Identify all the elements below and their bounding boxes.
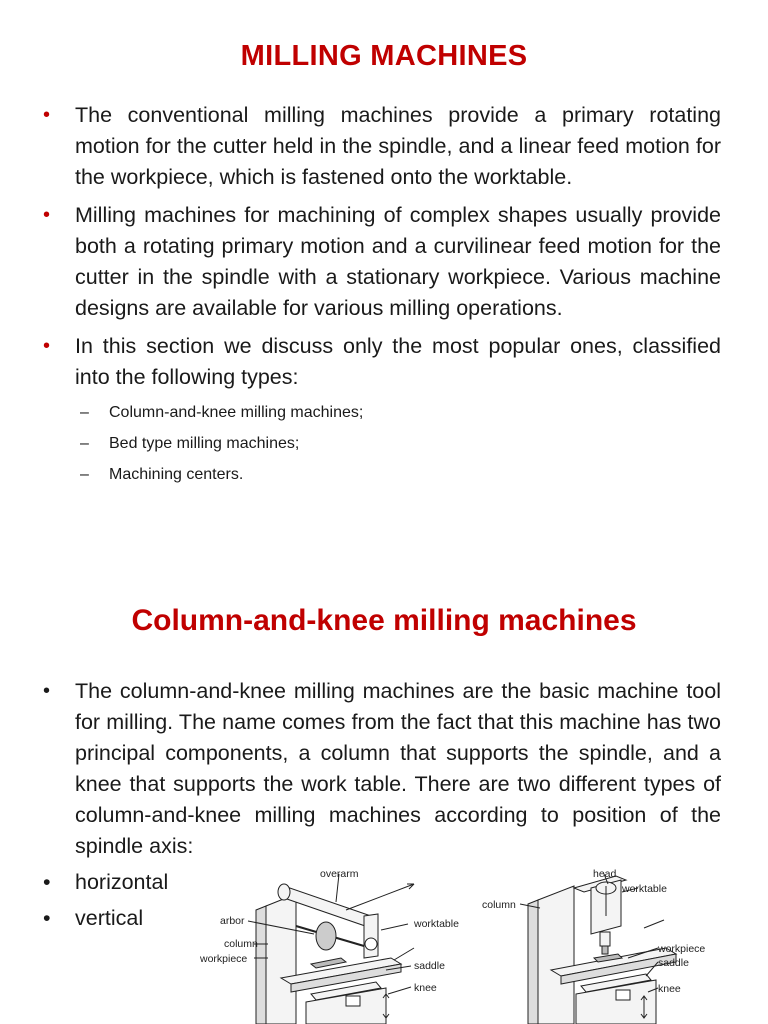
sub-bullet-text: Machining centers. <box>109 466 244 483</box>
bullet-dot-icon: • <box>43 870 51 894</box>
bullet-dot-icon: • <box>43 104 51 126</box>
dash-icon: – <box>80 404 89 421</box>
label-head: head <box>593 868 617 881</box>
bullet-text: vertical <box>75 906 144 930</box>
bullet-text: In this section we discuss only the most popular ones, classified into the following types: <box>75 334 721 389</box>
vertical-milling-machine-figure <box>476 866 726 1024</box>
horizontal-milling-machine-figure <box>196 866 459 1024</box>
bullet-dot-icon: • <box>43 680 51 702</box>
bullet-item <box>0 331 721 393</box>
slide-title: MILLING MACHINES <box>240 40 528 72</box>
sub-bullet-item <box>0 428 721 459</box>
cutter-shape <box>602 946 608 954</box>
bullet-list <box>0 100 721 490</box>
dash-icon: – <box>80 466 89 483</box>
arbor-support-hole <box>365 938 377 950</box>
label-knee: knee <box>414 982 437 994</box>
bullet-text: horizontal <box>75 870 169 894</box>
arbor-support-shape <box>364 914 378 958</box>
bullet-dot-icon: • <box>43 906 51 930</box>
label-saddle: saddle <box>414 960 445 972</box>
slide-column-and-knee <box>0 580 768 1024</box>
cutter-shape <box>316 922 336 950</box>
label-column: column <box>482 899 516 911</box>
slide-title: Column-and-knee milling machines <box>131 604 637 637</box>
bullet-item <box>0 200 721 324</box>
label-worktable: worktable <box>622 883 667 895</box>
bullet-text: The column-and-knee milling machines are the basic machine tool for milling. The name comes from the fact that this machine has two principal components, a column that supports the spindle, and a knee that supports the work table. There are two different types of column-and-knee milling machines according to position of the spindle axis: <box>75 679 721 858</box>
label-column: column <box>224 938 258 950</box>
feed-arrow-top <box>346 884 414 910</box>
overarm-end-shape <box>278 884 290 900</box>
table-feed-arrow <box>394 948 414 960</box>
column-shape <box>538 886 574 1024</box>
label-worktable: worktable <box>414 918 459 930</box>
knee-leader-line <box>388 987 411 994</box>
column-side-shape <box>528 900 538 1024</box>
bullet-dot-icon: • <box>43 204 51 226</box>
sub-bullet-text: Column-and-knee milling machines; <box>109 404 364 421</box>
dash-icon: – <box>80 435 89 452</box>
bullet-item <box>0 100 721 193</box>
sub-bullet-item <box>0 459 721 490</box>
bullet-text: The conventional milling machines provide a primary rotating motion for the cutter held in the spindle, and a linear feed motion for the workpiece, which is fastened onto the worktable. <box>75 103 721 189</box>
bullet-item <box>0 676 721 862</box>
label-workpiece: workpiece <box>658 943 706 955</box>
label-overarm: overarm <box>320 868 359 881</box>
spindle-shape <box>600 932 610 946</box>
bullet-dot-icon: • <box>43 335 51 357</box>
bullet-text: Milling machines for machining of complex shapes usually provide both a rotating primary motion and a curvilinear feed motion for the cutter in the spindle with a stationary workpiece. Various machine designs are available for various milling operations. <box>75 203 721 320</box>
knee-handle-shape <box>346 996 360 1006</box>
table-feed-arrow <box>644 920 664 928</box>
knee-handle-shape <box>616 990 630 1000</box>
label-arbor: arbor <box>220 915 245 927</box>
sub-bullet-text: Bed type milling machines; <box>109 435 300 452</box>
label-workpiece: workpiece <box>200 953 248 965</box>
workpiece-shape <box>311 958 346 968</box>
worktable-leader-line <box>381 924 408 930</box>
sub-bullet-item <box>0 397 721 428</box>
column-shape <box>266 894 296 1024</box>
label-saddle: saddle <box>658 957 689 969</box>
bullet-list <box>0 676 721 869</box>
label-knee: knee <box>658 983 681 995</box>
